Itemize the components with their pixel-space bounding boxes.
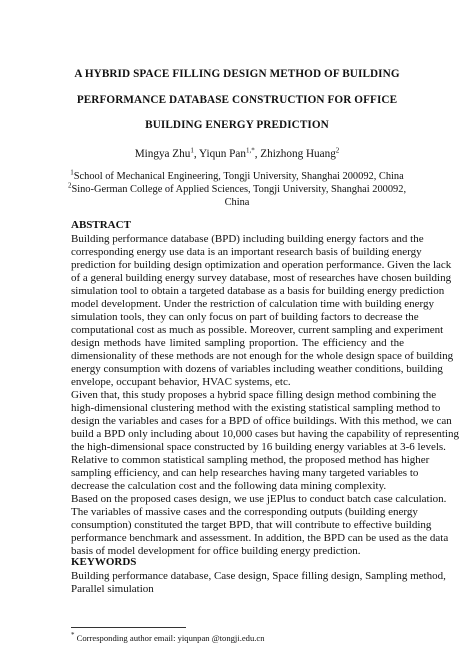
affiliation-2 <box>0 181 474 195</box>
abstract-line: The variables of massive cases and the corresponding outputs (building energy <box>71 506 418 518</box>
footnote-mark: * <box>71 631 75 640</box>
abstract-line: the high-dimensional space constructed by 16 building energy variables at 3-6 levels. <box>71 441 446 453</box>
footnote <box>71 633 265 643</box>
keywords-heading: KEYWORDS <box>71 556 137 568</box>
paper-title-line-1: A HYBRID SPACE FILLING DESIGN METHOD OF BUILDING <box>74 68 400 80</box>
affiliation-mark: 2 <box>67 181 72 190</box>
abstract-line: consumption) constituted the target BPD, that will contribute to effective building <box>71 519 432 531</box>
abstract-line: basis of model development for office building energy prediction. <box>71 545 361 557</box>
footnote-divider <box>71 627 186 628</box>
abstract-line: high-dimensional clustering method with the existing statistical sampling method to <box>71 402 441 414</box>
abstract-line: model development. Under the restriction of calculation time with building energy <box>71 298 435 310</box>
abstract-line: Based on the proposed cases design, we use jEPlus to conduct batch case calculation. <box>71 493 447 505</box>
abstract-line: simulation tool to obtain a targeted database as a basis for building energy prediction <box>71 285 445 297</box>
author-name: Yiqun Pan <box>199 148 246 160</box>
abstract-line: Given that, this study proposes a hybrid space filling design method combining the <box>71 389 437 401</box>
abstract-line: build a BPD only including about 10,000 cases but having the capability of representing <box>71 428 459 440</box>
affiliation-2-continuation: China <box>224 197 250 208</box>
footnote-text: Corresponding author email: yiqunpan @tongji.edu.cn <box>74 633 265 643</box>
abstract-line: of a general building energy survey database, most of researches have chosen building <box>71 272 452 284</box>
affiliation-text: School of Mechanical Engineering, Tongji University, Shanghai 200092, China <box>73 171 404 182</box>
affiliation-1 <box>0 168 474 182</box>
abstract-line: prediction for building design optimization and operation performance. Given the lack <box>71 259 452 271</box>
affiliation-text: Sino-German College of Applied Sciences, Tongji University, Shanghai 200092, <box>71 184 407 195</box>
author-name: Zhizhong Huang <box>260 148 336 160</box>
author-affiliation-mark: 1,* <box>245 146 255 155</box>
abstract-line: dimensionality of these methods are not enough for the whole design space of building <box>71 350 454 362</box>
author-name: Mingya Zhu <box>134 148 191 160</box>
abstract-line: design the variables and cases for a BPD of office buildings. With this method, we can <box>71 415 452 427</box>
abstract-line: simulation tools, they can only focus on part of building factors to decrease the <box>71 311 419 323</box>
keywords-line: Building performance database, Case design, Space filling design, Sampling method, <box>71 570 446 582</box>
abstract-line: computational cost as much as possible. Moreover, current sampling and experiment <box>71 324 444 336</box>
abstract-line: energy consumption with dozens of variables including weather conditions, building <box>71 363 443 375</box>
author-affiliation-mark: 1 <box>190 146 194 155</box>
abstract-line: envelope, occupant behavior, HVAC systems, etc. <box>71 376 291 388</box>
paper-title-line-2: PERFORMANCE DATABASE CONSTRUCTION FOR OFFICE <box>76 94 398 106</box>
author-affiliation-mark: 2 <box>335 146 340 155</box>
keywords-line: Parallel simulation <box>71 583 154 595</box>
abstract-line: design methods have limited sampling proportion. The efficiency and the <box>71 337 404 349</box>
abstract-line: Building performance database (BPD) including building energy factors and the <box>71 233 424 245</box>
abstract-line: Relative to common statistical sampling method, the proposed method has higher <box>71 454 430 466</box>
abstract-line: sampling efficiency, and can help researches having many targeted variables to <box>71 467 419 479</box>
author-list <box>0 148 474 160</box>
author-separator: , <box>254 148 261 160</box>
abstract-line: performance benchmark and assessment. In addition, the BPD can be used as the data <box>71 532 449 544</box>
abstract-line: decrease the calculation cost and the following data mining complexity. <box>71 480 387 492</box>
author-separator: , <box>193 148 200 160</box>
affiliation-mark: 1 <box>70 168 74 177</box>
paper-title-line-3: BUILDING ENERGY PREDICTION <box>145 119 329 131</box>
abstract-heading: ABSTRACT <box>71 219 131 231</box>
abstract-line: corresponding energy use data is an important research basis of building energy <box>71 246 422 258</box>
